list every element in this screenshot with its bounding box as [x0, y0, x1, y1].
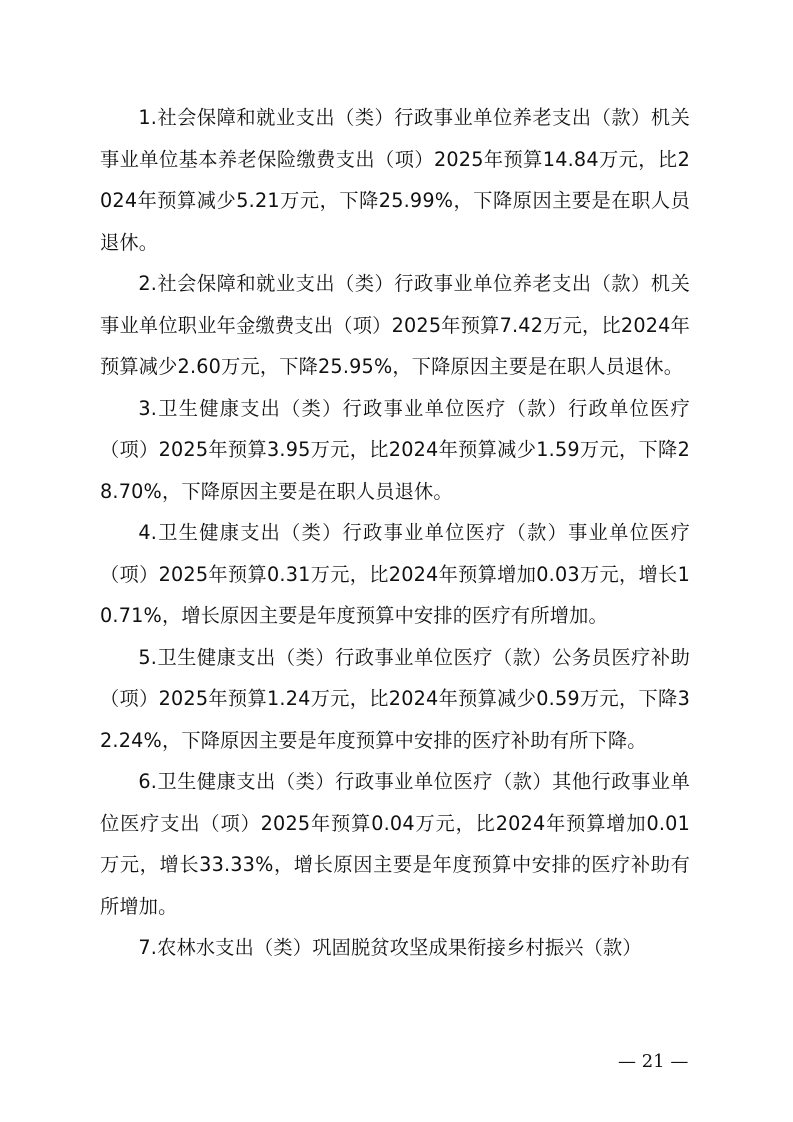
paragraph-1: 1.社会保障和就业支出（类）行政事业单位养老支出（款）机关事业单位基本养老保险缴费支出（项）2025年预算14.84万元，比2024年预算减少5.21万元，下降25.99%，下降原因主要是在职人员退休。	[100, 106, 690, 254]
document-body	[100, 97, 690, 969]
paragraph-6: 6.卫生健康支出（类）行政事业单位医疗（款）其他行政事业单位医疗支出（项）2025年预算0.04万元，比2024年预算增加0.01万元，增长33.33%，增长原因主要是年度预算中安排的医疗补助有所增加。	[100, 770, 690, 918]
paragraph-7: 7.农林水支出（类）巩固脱贫攻坚成果衔接乡村振兴（款）	[138, 936, 642, 959]
paragraph-2: 2.社会保障和就业支出（类）行政事业单位养老支出（款）机关事业单位职业年金缴费支出（项）2025年预算7.42万元，比2024年预算减少2.60万元，下降25.95%，下降原因主要是在职人员退休。	[100, 272, 690, 378]
page-number: — 21 —	[618, 1051, 689, 1072]
paragraph-4: 4.卫生健康支出（类）行政事业单位医疗（款）事业单位医疗（项）2025年预算0.31万元，比2024年预算增加0.03万元，增长10.71%，增长原因主要是年度预算中安排的医疗有所增加。	[100, 521, 690, 627]
paragraph-5: 5.卫生健康支出（类）行政事业单位医疗（款）公务员医疗补助（项）2025年预算1.24万元，比2024年预算减少0.59万元，下降32.24%，下降原因主要是年度预算中安排的医疗补助有所下降。	[100, 645, 690, 752]
paragraph-3: 3.卫生健康支出（类）行政事业单位医疗（款）行政单位医疗（项）2025年预算3.95万元，比2024年预算减少1.59万元，下降28.70%，下降原因主要是在职人员退休。	[100, 396, 690, 503]
